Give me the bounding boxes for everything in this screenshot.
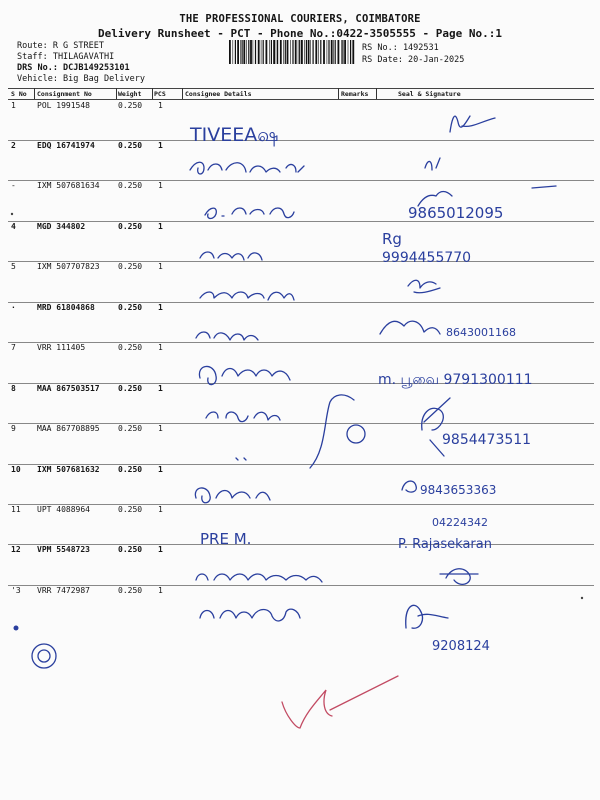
row9-mark (236, 458, 246, 460)
row2-handwritten-name (190, 162, 304, 174)
staff: Staff: THILAGAVATHI (17, 52, 115, 62)
runsheet-title: Delivery Runsheet - PCT - Phone No.:0422-3505555 - Page No.:1 (98, 27, 502, 40)
col-weight: Weight (118, 90, 142, 98)
row-weight: 0.250 (118, 384, 143, 393)
row-weight: 0.250 (118, 505, 143, 514)
row-sno: '3 (11, 586, 21, 595)
row-consignment: VRR 111405 (37, 343, 86, 352)
row-weight: 0.250 (118, 586, 143, 595)
row-sno: 12 (11, 545, 21, 554)
row10-handwritten-name (195, 488, 270, 503)
row-weight: 0.250 (118, 101, 143, 110)
row1-signature (450, 116, 495, 132)
col-seal: Seal & Signature (398, 90, 461, 98)
row4-signature-text: Rg (382, 230, 402, 248)
row-weight: 0.250 (118, 303, 143, 312)
stamp-circle (32, 644, 56, 668)
scan-speck (581, 597, 583, 599)
rs-number: RS No.: 1492531 (362, 43, 439, 53)
dot-mark (14, 626, 19, 631)
row8-phone: 9854473511 (442, 432, 532, 448)
row4-phone: 9994455770 (382, 250, 472, 266)
row3-phone: 9865012095 (408, 204, 504, 222)
row8-handwritten-name (206, 412, 280, 422)
row-consignment: IXM 507681634 (37, 181, 100, 190)
row-pcs: 1 (158, 101, 163, 110)
row6-signature (380, 321, 440, 334)
row-consignment: EDQ 16741974 (37, 141, 95, 150)
rs-date: RS Date: 20-Jan-2025 (362, 55, 465, 65)
row5-signature (408, 280, 440, 293)
row-consignment: UPT 4088964 (37, 505, 90, 514)
row-weight: 0.250 (118, 424, 143, 433)
row6-handwritten-name (196, 332, 258, 340)
row6-phone: 8643001168 (446, 326, 516, 339)
row-sno: 4 (11, 222, 16, 231)
row-weight: 0.250 (118, 222, 143, 231)
row-weight: 0.250 (118, 465, 143, 474)
row-sno: 1 (11, 101, 16, 110)
row-pcs: 1 (158, 222, 163, 231)
row-weight: 0.250 (118, 181, 143, 190)
row12-handwritten-name (196, 574, 322, 582)
row-pcs: 1 (158, 343, 163, 352)
row3-mark (532, 186, 556, 188)
row-weight: 0.250 (118, 545, 143, 554)
row8-circle-mark (347, 425, 365, 443)
col-pcs: PCS (154, 90, 166, 98)
route: Route: R G STREET (17, 41, 104, 51)
row-sno: · (11, 303, 16, 312)
row-consignment: MGD 344802 (37, 222, 86, 231)
row-consignment: MAA 867708895 (37, 424, 100, 433)
row-pcs: 1 (158, 586, 163, 595)
row-pcs: 1 (158, 384, 163, 393)
row-sno: 7 (11, 343, 16, 352)
row-pcs: 1 (158, 545, 163, 554)
row-consignment: MRD 61804868 (37, 303, 95, 312)
row13-signature (406, 605, 448, 628)
row-sno: 2 (11, 141, 16, 150)
row-consignment: IXM 507707823 (37, 262, 100, 271)
col-consignee: Consignee Details (185, 90, 252, 98)
row-pcs: 1 (158, 424, 163, 433)
row12-signature (440, 569, 478, 585)
stamp-mark (282, 676, 398, 728)
company-name: THE PROFESSIONAL COURIERS, COIMBATORE (179, 13, 421, 25)
stamp-inner (38, 650, 50, 662)
row5-handwritten-name (200, 292, 294, 300)
row-pcs: 1 (158, 465, 163, 474)
row10-signature (402, 481, 416, 492)
row-pcs: 1 (158, 505, 163, 514)
row4-handwritten-name (200, 252, 262, 260)
scan-speck (11, 213, 13, 215)
row7-phone: m. பூவை 9791300111 (378, 372, 533, 388)
row-consignment: MAA 867503517 (37, 384, 100, 393)
row-pcs: 1 (158, 262, 163, 271)
row-pcs: 1 (158, 303, 163, 312)
col-remarks: Remarks (341, 90, 369, 98)
row-sno: - (11, 181, 16, 190)
col-sno: S No (11, 90, 27, 98)
row-weight: 0.250 (118, 141, 143, 150)
row3-handwritten-name (205, 208, 294, 219)
row10-phone: 9843653363 (420, 483, 497, 497)
vehicle: Vehicle: Big Bag Delivery (17, 74, 145, 84)
row-consignment: IXM 507681632 (37, 465, 100, 474)
row11-signature: P. Rajasekaran (398, 537, 492, 552)
row-pcs: 1 (158, 141, 163, 150)
row-sno: 9 (11, 424, 16, 433)
row-pcs: 1 (158, 181, 163, 190)
row-consignment: VPM 5548723 (37, 545, 90, 554)
row1-handwritten-name: TIVEEAஷ (190, 124, 279, 146)
row13-handwritten-name (200, 609, 300, 621)
col-consignment: Consignment No (37, 90, 92, 98)
row-sno: 10 (11, 465, 21, 474)
row-sno: 11 (11, 505, 21, 514)
row-weight: 0.250 (118, 343, 143, 352)
row11-handwritten-name: PRE M. (200, 530, 252, 548)
row-consignment: VRR 7472987 (37, 586, 90, 595)
row2-signature (425, 158, 440, 170)
drs-number: DRS No.: DCJB149253101 (17, 63, 130, 73)
row-consignment: POL 1991548 (37, 101, 90, 110)
row-weight: 0.250 (118, 262, 143, 271)
row13-phone: 9208124 (432, 639, 490, 654)
row11-phone: 04224342 (432, 516, 488, 529)
row7-handwritten-name (199, 366, 290, 384)
row-sno: 8 (11, 384, 16, 393)
row-sno: 5 (11, 262, 16, 271)
